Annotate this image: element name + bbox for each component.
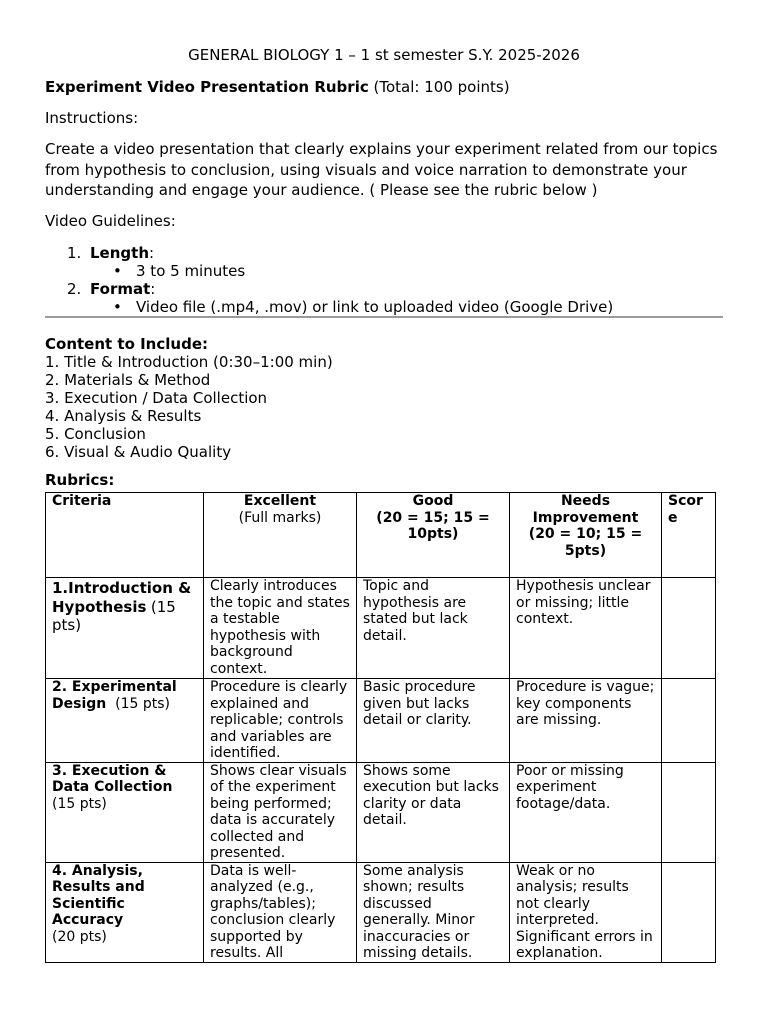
horizontal-rule — [45, 316, 723, 318]
guideline-value: Video file (.mp4, .mov) or link to uploaded video (Google Drive) — [136, 298, 614, 316]
criteria-cell: 3. Execution & Data Collection (15 pts) — [46, 762, 204, 862]
criteria-cell: 2. Experimental Design (15 pts) — [46, 679, 204, 763]
needs-improvement-cell: Weak or no analysis; results not clearly interpreted. Significant errors in explanation. — [510, 862, 662, 962]
bullet-icon: • — [113, 298, 122, 316]
column-header-needs-improvement: Needs Improvement (20 = 10; 15 = 5pts) — [510, 493, 662, 578]
table-row — [46, 862, 716, 962]
bullet-icon: • — [113, 262, 122, 280]
column-header-score: Score — [662, 493, 716, 578]
guidelines-heading: Video Guidelines: — [45, 212, 176, 230]
table-row — [46, 679, 716, 763]
needs-improvement-cell: Hypothesis unclear or missing; little context. — [510, 578, 662, 679]
good-cell: Topic and hypothesis are stated but lack detail. — [357, 578, 510, 679]
rubrics-heading: Rubrics: — [45, 471, 115, 489]
title-total: (Total: 100 points) — [373, 78, 510, 96]
excellent-cell: Data is well-analyzed (e.g., graphs/tables); conclusion clearly supported by results. All — [204, 862, 357, 962]
table-row — [46, 762, 716, 862]
score-cell[interactable] — [662, 862, 716, 962]
criteria-cell: 4. Analysis, Results and Scientific Accuracy (20 pts) — [46, 862, 204, 962]
needs-improvement-cell: Procedure is vague; key components are missing. — [510, 679, 662, 763]
score-cell[interactable] — [662, 578, 716, 679]
guideline-value: 3 to 5 minutes — [136, 262, 246, 280]
instructions-body: Create a video presentation that clearly explains your experiment related from our topics from hypothesis to conclusion, using visuals and voice narration to demonstrate your understanding and engage your audience. ( Please see the rubric below ) — [45, 140, 718, 199]
criteria-cell: 1.Introduction & Hypothesis (15 pts) — [46, 578, 204, 679]
guideline-number: 2. — [67, 280, 82, 298]
content-item: 6. Visual & Audio Quality — [45, 443, 232, 461]
document-header: GENERAL BIOLOGY 1 – 1 st semester S.Y. 2025-2026 — [188, 46, 580, 64]
table-header-row — [46, 493, 716, 578]
column-header-criteria: Criteria — [46, 493, 204, 578]
guideline-label: Format: — [90, 280, 156, 298]
instructions-heading: Instructions: — [45, 109, 139, 127]
title-bold: Experiment Video Presentation Rubric — [45, 78, 369, 96]
content-item: 2. Materials & Method — [45, 371, 211, 389]
content-item: 3. Execution / Data Collection — [45, 389, 268, 407]
excellent-cell: Procedure is clearly explained and replicable; controls and variables are identified. — [204, 679, 357, 763]
guideline-label: Length: — [90, 244, 155, 262]
good-cell: Some analysis shown; results discussed generally. Minor inaccuracies or missing details. — [357, 862, 510, 962]
content-item: 5. Conclusion — [45, 425, 146, 443]
guideline-number: 1. — [67, 244, 82, 262]
rubric-table — [45, 492, 716, 963]
column-header-good: Good (20 = 15; 15 = 10pts) — [357, 493, 510, 578]
table-row — [46, 578, 716, 679]
score-cell[interactable] — [662, 762, 716, 862]
good-cell: Basic procedure given but lacks detail or clarity. — [357, 679, 510, 763]
document-title — [45, 77, 510, 97]
needs-improvement-cell: Poor or missing experiment footage/data. — [510, 762, 662, 862]
content-item: 1. Title & Introduction (0:30–1:00 min) — [45, 353, 333, 371]
column-header-excellent: Excellent (Full marks) — [204, 493, 357, 578]
excellent-cell: Clearly introduces the topic and states a testable hypothesis with background context. — [204, 578, 357, 679]
score-cell[interactable] — [662, 679, 716, 763]
content-heading: Content to Include: — [45, 335, 208, 353]
excellent-cell: Shows clear visuals of the experiment being performed; data is accurately collected and presented. — [204, 762, 357, 862]
content-item: 4. Analysis & Results — [45, 407, 202, 425]
good-cell: Shows some execution but lacks clarity or data detail. — [357, 762, 510, 862]
